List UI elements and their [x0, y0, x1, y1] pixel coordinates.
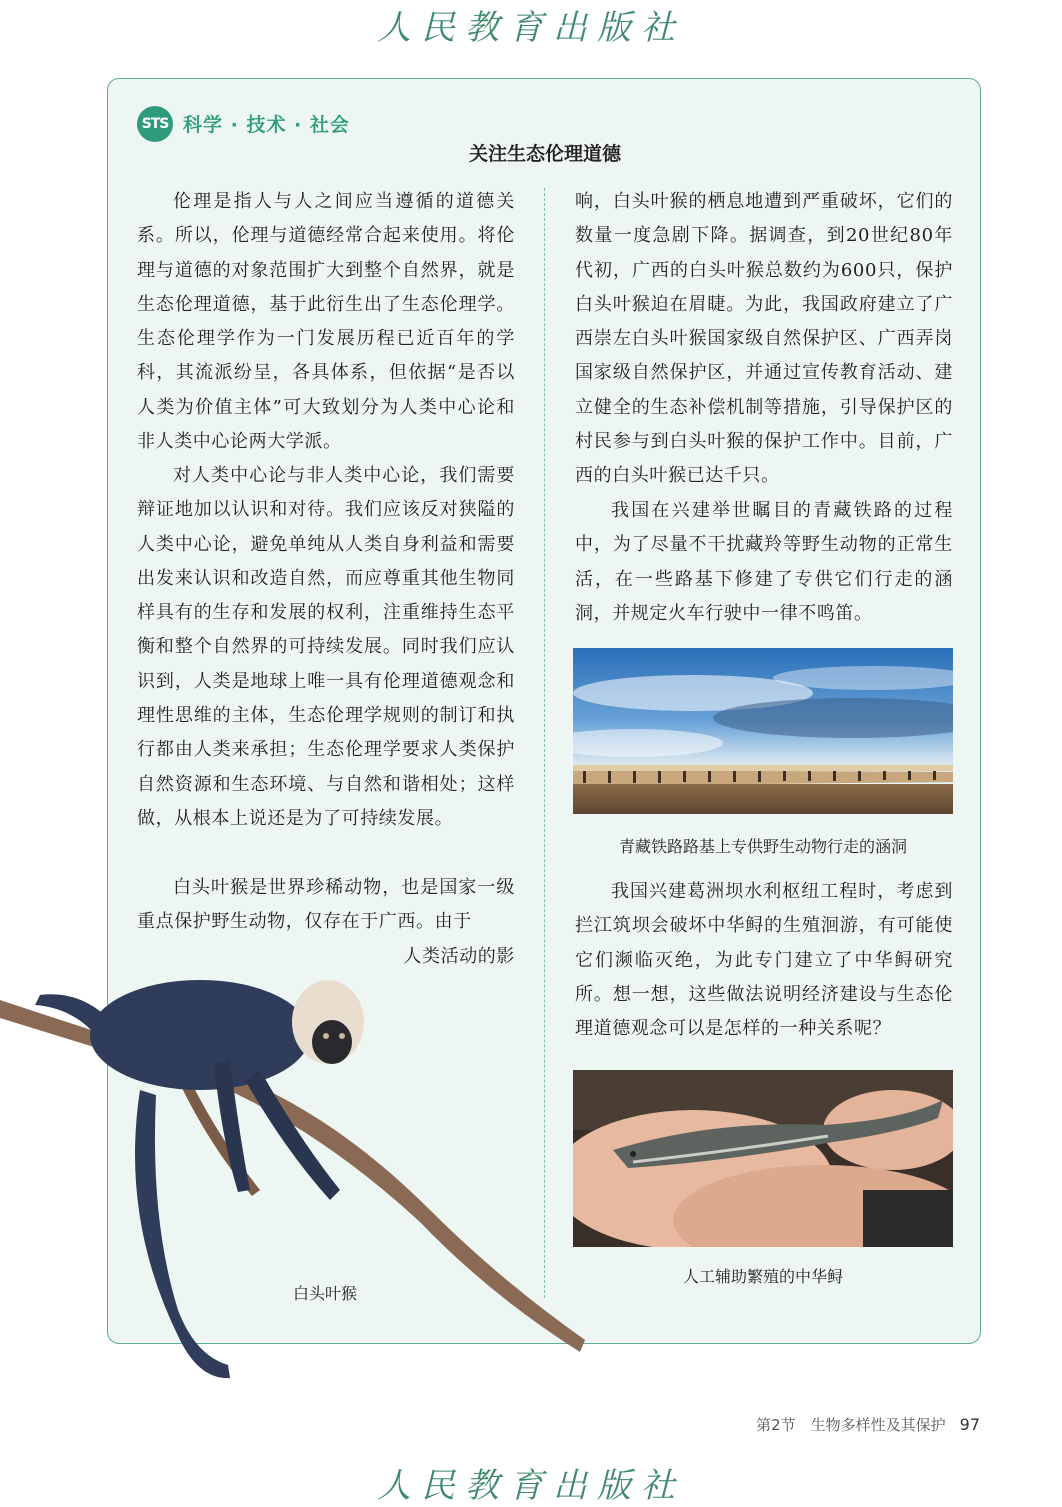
left-paragraph-3: 白头叶猴是世界珍稀动物，也是国家一级重点保护野生动物，仅存在于广西。由于: [137, 877, 515, 933]
white-headed-langur-photo: [0, 960, 590, 1380]
monkey-photo-caption: 白头叶猴: [292, 1284, 357, 1303]
sts-badge-icon: STS: [137, 106, 173, 142]
page-footer: [700, 1414, 980, 1435]
publisher-watermark-top: 人民教育出版社: [377, 8, 685, 48]
sts-section-label: 科学 · 技术 · 社会: [183, 114, 350, 136]
sturgeon-photo-caption: 人工辅助繁殖的中华鲟: [682, 1267, 843, 1286]
page-title: 关注生态伦理道德: [468, 143, 621, 165]
left-paragraph-3-tail: 人类活动的影: [403, 946, 515, 967]
railway-culvert-photo: [573, 648, 953, 814]
left-paragraph-2: 对人类中心论与非人类中心论，我们需要辩证地加以认识和对待。我们应该反对狭隘的人类中心论，避免单纯从人类自身利益和需要出发来认识和改造自然，而应尊重其他生物同样具有的生存和发展的权利，注重维持生态平衡和整个自然界的可持续发展。同时我们应认识到，人类是地球上唯一具有伦理道德观念和理性思维的主体，生态伦理学规则的制订和执行都由人类来承担；生态伦理学要求人类保护自然资源和生态环境、与自然和谐相处；这样做，从根本上说还是为了可持续发展。: [137, 465, 515, 829]
publisher-watermark-bottom: 人民教育出版社: [377, 1466, 685, 1506]
footer-section-title: 第2节 生物多样性及其保护: [756, 1416, 946, 1434]
right-paragraph-3: 我国兴建葛洲坝水利枢纽工程时，考虑到拦江筑坝会破坏中华鲟的生殖洄游，有可能使它们濒临灭绝，为此专门建立了中华鲟研究所。想一想，这些做法说明经济建设与生态伦理道德观念可以是怎样的一种关系呢？: [575, 881, 953, 1040]
left-paragraph-1: 伦理是指人与人之间应当遵循的道德关系。所以，伦理与道德经常合起来使用。将伦理与道德的对象范围扩大到整个自然界，就是生态伦理道德，基于此衍生出了生态伦理学。生态伦理学作为一门发展历程已近百年的学科，其流派纷呈，各具体系，但依据“是否以人类为价值主体”可大致划分为人类中心论和非人类中心论两大学派。: [137, 191, 515, 453]
right-paragraph-1: 响，白头叶猴的栖息地遭到严重破坏，它们的数量一度急剧下降。据调查，到20世纪80年代初，广西的白头叶猴总数约为600只，保护白头叶猴迫在眉睫。为此，我国政府建立了广西崇左白头叶猴国家级自然保护区、广西弄岗国家级自然保护区，并通过宣传教育活动、建立健全的生态补偿机制等措施，引导保护区的村民参与到白头叶猴的保护工作中。目前，广西的白头叶猴已达千只。: [575, 191, 953, 487]
page-number: 97: [959, 1415, 980, 1434]
railway-photo-caption: 青藏铁路路基上专供野生动物行走的涵洞: [618, 837, 907, 856]
right-paragraph-2: 我国在兴建举世瞩目的青藏铁路的过程中，为了尽量不干扰藏羚等野生动物的正常生活，在一些路基下修建了专供它们行走的涵洞，并规定火车行驶中一律不鸣笛。: [575, 500, 953, 624]
sturgeon-photo: [573, 1070, 953, 1247]
